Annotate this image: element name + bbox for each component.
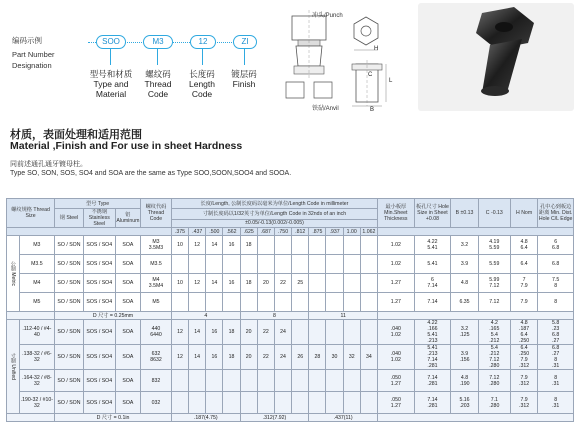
h-cell: 7.9 <box>510 293 537 312</box>
b-cell: 3.2 <box>451 236 478 255</box>
hole-cell: 7.14 .281 <box>414 392 451 414</box>
length-header-line1: 长度/Length, 公制长度码以毫米为单位/Length Code in millimeter <box>171 199 377 209</box>
length-cell <box>206 255 223 274</box>
min-cell: .040 1.02 <box>378 320 415 345</box>
length-cell: 30 <box>326 345 343 370</box>
diam-value: 4 <box>171 312 240 320</box>
diameter-row <box>7 414 574 422</box>
dim-b-label: B <box>370 107 375 113</box>
dim-l-label: L <box>389 78 393 84</box>
stainless-cell: SOS / SO4 <box>83 274 115 293</box>
length-code: .812 <box>292 228 309 236</box>
length-cell: 34 <box>360 345 377 370</box>
aluminum-cell: SOA <box>115 392 140 414</box>
thread-size-cell: M3.5 <box>19 255 55 274</box>
h-header: H Nom <box>510 199 537 228</box>
length-code: .625 <box>240 228 257 236</box>
b-cell: 3.9 .156 <box>451 345 478 370</box>
length-cell <box>343 274 360 293</box>
b-cell: 3.9 <box>451 255 478 274</box>
hole-cell: 5.41 .213 7.14 .281 <box>414 345 451 370</box>
h-cell: 4.8 .187 6.4 .250 <box>510 320 537 345</box>
length-cell: 10 <box>171 236 188 255</box>
length-cell <box>343 320 360 345</box>
thread-code-cell: M3 3.5M3 <box>141 236 172 255</box>
length-cell <box>257 370 274 392</box>
length-cell <box>274 236 291 255</box>
b-cell: 6.35 <box>451 293 478 312</box>
finish-code-pill: ZI <box>233 35 257 49</box>
length-cell: 22 <box>257 345 274 370</box>
length-cell <box>326 320 343 345</box>
diam-value: .312(7.92) <box>240 414 309 422</box>
standoff-technical-drawing <box>282 6 402 118</box>
section-title-en: Material ,Finish and For use in sheet Hardness <box>10 140 243 152</box>
length-cell <box>343 236 360 255</box>
diam-row-spacer <box>7 312 55 320</box>
length-cell: 16 <box>223 274 240 293</box>
h-cell: 4.8 6.4 <box>510 236 537 255</box>
table-row <box>7 255 574 274</box>
length-cell <box>326 274 343 293</box>
length-cell <box>360 274 377 293</box>
aluminum-cell: SOA <box>115 345 140 370</box>
length-code-spacer <box>7 228 172 236</box>
designation-label: Designation <box>12 61 52 70</box>
min-dist-header: 孔中心到板边距离 Min. Dist. Hole C/L Edge <box>538 199 574 228</box>
length-cell <box>274 392 291 414</box>
part-number-label-cn: 编码示例 <box>12 36 42 45</box>
steel-cell: SO / SON <box>55 370 84 392</box>
h-cell: 7 7.9 <box>510 274 537 293</box>
min-cell: .050 1.27 <box>378 392 415 414</box>
hole-cell: 6 7.14 <box>414 274 451 293</box>
length-cell <box>343 392 360 414</box>
length-cell <box>309 255 326 274</box>
length-cell: 16 <box>206 320 223 345</box>
hole-cell: 4.22 .166 5.41 .213 <box>414 320 451 345</box>
thread-size-cell: .138-32 / #6-32 <box>19 345 55 370</box>
length-cell <box>309 320 326 345</box>
part-number-label-en: Part Number <box>12 50 55 59</box>
steel-cell: SO / SON <box>55 392 84 414</box>
type-caption: 型号和材质 Type and Material <box>89 69 133 99</box>
thread-code-cell: 832 <box>141 370 172 392</box>
length-cell <box>360 293 377 312</box>
diam-value: .437(11) <box>309 414 378 422</box>
length-code: .500 <box>206 228 223 236</box>
table-row <box>7 274 574 293</box>
min-cell: 1.27 <box>378 293 415 312</box>
length-cell <box>206 392 223 414</box>
thread-size-cell: M5 <box>19 293 55 312</box>
dist-cell: 5.8 .23 6.8 .27 <box>538 320 574 345</box>
section-note-cn: 同前述通孔通牙镀母柱。 <box>10 161 87 168</box>
min-cell: 1.02 <box>378 236 415 255</box>
length-cell <box>240 255 257 274</box>
length-cell: 10 <box>171 274 188 293</box>
length-cell <box>240 370 257 392</box>
length-cell <box>292 236 309 255</box>
product-photo <box>418 3 574 111</box>
length-cell <box>360 370 377 392</box>
standoff-photo-image <box>418 3 574 111</box>
table-row <box>7 345 574 370</box>
steel-cell: SO / SON <box>55 320 84 345</box>
finish-caption: 镀层码 Finish <box>231 69 257 89</box>
length-cell: 24 <box>274 320 291 345</box>
length-cell: 18 <box>223 345 240 370</box>
length-code-spacer-right <box>378 228 574 236</box>
length-cell <box>274 370 291 392</box>
length-cell <box>326 236 343 255</box>
length-cell: 32 <box>343 345 360 370</box>
length-cell <box>171 255 188 274</box>
length-cell: 22 <box>274 274 291 293</box>
length-cell <box>189 255 206 274</box>
length-cell <box>309 392 326 414</box>
section-title-cn: 材质，表面处理和适用范围 <box>10 129 142 141</box>
b-cell: 4.8 .190 <box>451 370 478 392</box>
length-cell <box>309 274 326 293</box>
diam-value: 11 <box>309 312 378 320</box>
length-cell: 20 <box>257 274 274 293</box>
length-cell: 12 <box>189 236 206 255</box>
length-cell <box>171 392 188 414</box>
length-cell <box>360 236 377 255</box>
length-cell <box>292 255 309 274</box>
dim-c-label: C <box>368 72 373 78</box>
diam-value: .187(4.75) <box>171 414 240 422</box>
length-cell: 16 <box>206 345 223 370</box>
dist-cell: 6.8 .27 8 .31 <box>538 345 574 370</box>
thread-code-cell: 440 6440 <box>141 320 172 345</box>
dist-cell: 8 <box>538 293 574 312</box>
stainless-header: 不锈钢 Stainless Steel <box>83 209 115 228</box>
length-cell <box>240 392 257 414</box>
type-header: 型号 Type <box>55 199 141 209</box>
steel-cell: SO / SON <box>55 345 84 370</box>
aluminum-cell: SOA <box>115 370 140 392</box>
length-cell <box>292 293 309 312</box>
length-cell: 12 <box>171 320 188 345</box>
diam-row-spacer <box>378 312 574 320</box>
length-cell <box>257 255 274 274</box>
hole-cell: 4.22 5.41 <box>414 236 451 255</box>
length-cell <box>343 255 360 274</box>
length-cell <box>309 293 326 312</box>
stainless-cell: SOS / SO4 <box>83 320 115 345</box>
length-code: 1.00 <box>343 228 360 236</box>
anvil-label: 铁砧/Anvil <box>312 106 339 112</box>
length-cell <box>189 370 206 392</box>
aluminum-cell: SOA <box>115 274 140 293</box>
metric-diam-label: D 尺寸 = 0.25mm <box>55 312 172 320</box>
length-cell: 20 <box>240 320 257 345</box>
min-cell: 1.27 <box>378 274 415 293</box>
b-cell: 3.2 .125 <box>451 320 478 345</box>
length-code: .687 <box>257 228 274 236</box>
h-cell: 6.4 .250 7.9 .312 <box>510 345 537 370</box>
length-cell: 18 <box>223 320 240 345</box>
length-cell <box>343 293 360 312</box>
length-cell: 25 <box>292 274 309 293</box>
unified-diam-label: D 尺寸 = 0.1in <box>55 414 172 422</box>
length-cell <box>292 370 309 392</box>
aluminum-cell: SOA <box>115 255 140 274</box>
c-cell: 7.12 .280 <box>478 370 510 392</box>
length-cell: 20 <box>240 345 257 370</box>
hole-cell: 7.14 .281 <box>414 370 451 392</box>
length-cell: 18 <box>240 236 257 255</box>
length-code: .937 <box>326 228 343 236</box>
length-cell <box>257 392 274 414</box>
length-cell <box>206 370 223 392</box>
b-cell: 4.8 <box>451 274 478 293</box>
thread-size-cell: .164-32 / #8-32 <box>19 370 55 392</box>
type-code-pill: SOO <box>96 35 126 49</box>
min-cell: .040 1.02 <box>378 345 415 370</box>
thread-code-cell: 032 <box>141 392 172 414</box>
length-cell: 26 <box>292 345 309 370</box>
min-cell: 1.02 <box>378 255 415 274</box>
steel-cell: SO / SON <box>55 293 84 312</box>
length-cell <box>326 370 343 392</box>
dist-cell: 8 .31 <box>538 370 574 392</box>
length-cell <box>343 370 360 392</box>
length-header-line3: ±0.05/-0.13(0.002/-0.005) <box>171 219 377 227</box>
length-cell <box>292 320 309 345</box>
min-sheet-header: 最小板厚 Min.Sheet Thickness <box>378 199 415 228</box>
c-cell: 5.59 <box>478 255 510 274</box>
hole-cell: 7.14 <box>414 293 451 312</box>
steel-header: 钢 Steel <box>55 209 84 228</box>
length-cell <box>326 293 343 312</box>
thread-size-cell: .190-32 / #10-32 <box>19 392 55 414</box>
length-cell: 14 <box>189 345 206 370</box>
aluminum-cell: SOA <box>115 320 140 345</box>
thread-code-cell: 632 8632 <box>141 345 172 370</box>
aluminum-cell: SOA <box>115 293 140 312</box>
length-cell <box>360 392 377 414</box>
punch-label: 冲头/Punch <box>312 13 343 19</box>
length-cell <box>223 370 240 392</box>
steel-cell: SO / SON <box>55 255 84 274</box>
diam-value: 8 <box>240 312 309 320</box>
length-cell <box>206 293 223 312</box>
dist-cell: 6 6.8 <box>538 236 574 255</box>
length-cell: 12 <box>171 345 188 370</box>
length-cell: 14 <box>206 236 223 255</box>
length-code-pill: 12 <box>190 35 216 49</box>
length-cell <box>326 255 343 274</box>
dist-cell: 6.8 <box>538 255 574 274</box>
dist-cell: 8 .31 <box>538 392 574 414</box>
length-code: .375 <box>171 228 188 236</box>
length-cell <box>240 293 257 312</box>
length-cell <box>189 293 206 312</box>
length-code: .875 <box>309 228 326 236</box>
length-cell <box>309 370 326 392</box>
stainless-cell: SOS / SO4 <box>83 370 115 392</box>
table-row <box>7 320 574 345</box>
length-cell <box>274 293 291 312</box>
stainless-cell: SOS / SO4 <box>83 392 115 414</box>
c-cell: 5.4 .212 7.12 .280 <box>478 345 510 370</box>
thread-code-header: 螺纹代码 Thread Code <box>141 199 172 228</box>
side-label: 寸制 Unified <box>7 320 20 414</box>
length-code: .750 <box>274 228 291 236</box>
stainless-cell: SOS / SO4 <box>83 236 115 255</box>
c-header: C -0.13 <box>478 199 510 228</box>
length-cell: 24 <box>274 345 291 370</box>
length-cell <box>171 370 188 392</box>
length-code: .437 <box>189 228 206 236</box>
steel-cell: SO / SON <box>55 236 84 255</box>
length-cell: 22 <box>257 320 274 345</box>
c-cell: 7.12 <box>478 293 510 312</box>
thread-code-cell: M3.5 <box>141 255 172 274</box>
h-cell: 6.4 <box>510 255 537 274</box>
hole-size-header: 板孔尺寸 Hole Size in Sheet +0.08 <box>414 199 451 228</box>
length-cell <box>257 236 274 255</box>
min-cell: .050 1.27 <box>378 370 415 392</box>
length-cell <box>360 320 377 345</box>
diameter-row <box>7 312 574 320</box>
stainless-cell: SOS / SO4 <box>83 255 115 274</box>
length-cell: 28 <box>309 345 326 370</box>
length-cell <box>360 255 377 274</box>
thread-size-cell: M3 <box>19 236 55 255</box>
length-cell <box>223 255 240 274</box>
table-row <box>7 293 574 312</box>
length-cell: 12 <box>189 274 206 293</box>
table-row <box>7 236 574 255</box>
stainless-cell: SOS / SO4 <box>83 293 115 312</box>
diam-row-spacer <box>378 414 574 422</box>
length-cell: 16 <box>223 236 240 255</box>
length-cell <box>326 392 343 414</box>
h-cell: 7.9 .312 <box>510 392 537 414</box>
thread-code-pill: M3 <box>143 35 173 49</box>
thread-code-cell: M5 <box>141 293 172 312</box>
section-note-en: Type SO, SON, SOS, SO4 and SOA are the same as Type SOO,SOON,SOO4 and SOOA. <box>10 170 292 177</box>
side-label: 公制 Metric <box>7 236 20 312</box>
table-row <box>7 370 574 392</box>
thread-code-cell: M4 3.5M4 <box>141 274 172 293</box>
dim-h-label: H <box>374 46 379 52</box>
dist-cell: 7.5 8 <box>538 274 574 293</box>
thread-size-header: 螺纹规格 Thread Size <box>7 199 55 228</box>
length-cell <box>223 392 240 414</box>
steel-cell: SO / SON <box>55 274 84 293</box>
length-cell: 14 <box>189 320 206 345</box>
specification-table <box>6 198 574 422</box>
length-caption: 长度码 Length Code <box>189 69 215 99</box>
table-row <box>7 392 574 414</box>
length-cell <box>171 293 188 312</box>
b-cell: 5.16 .203 <box>451 392 478 414</box>
c-cell: 4.19 5.59 <box>478 236 510 255</box>
hole-cell: 5.41 <box>414 255 451 274</box>
c-cell: 7.1 .280 <box>478 392 510 414</box>
length-header-line2: 寸制长度码以1/32英寸为单位/Length Code in 32nds of an inch <box>171 209 377 220</box>
length-cell <box>274 255 291 274</box>
length-cell: 14 <box>206 274 223 293</box>
length-cell <box>257 293 274 312</box>
length-code: 1.062 <box>360 228 377 236</box>
thread-size-cell: M4 <box>19 274 55 293</box>
length-cell <box>189 392 206 414</box>
b-header: B ±0.13 <box>451 199 478 228</box>
length-cell <box>223 293 240 312</box>
aluminum-header: 铝 Aluminum <box>115 209 140 228</box>
length-code: .562 <box>223 228 240 236</box>
aluminum-cell: SOA <box>115 236 140 255</box>
diam-row-spacer <box>7 414 55 422</box>
h-cell: 7.9 .312 <box>510 370 537 392</box>
thread-caption: 螺纹码 Thread Code <box>144 69 172 99</box>
length-cell <box>292 392 309 414</box>
length-cell: 18 <box>240 274 257 293</box>
c-cell: 5.99 7.12 <box>478 274 510 293</box>
thread-size-cell: .112-40 / #4-40 <box>19 320 55 345</box>
c-cell: 4.2 .165 5.4 .212 <box>478 320 510 345</box>
length-cell <box>309 236 326 255</box>
stainless-cell: SOS / SO4 <box>83 345 115 370</box>
